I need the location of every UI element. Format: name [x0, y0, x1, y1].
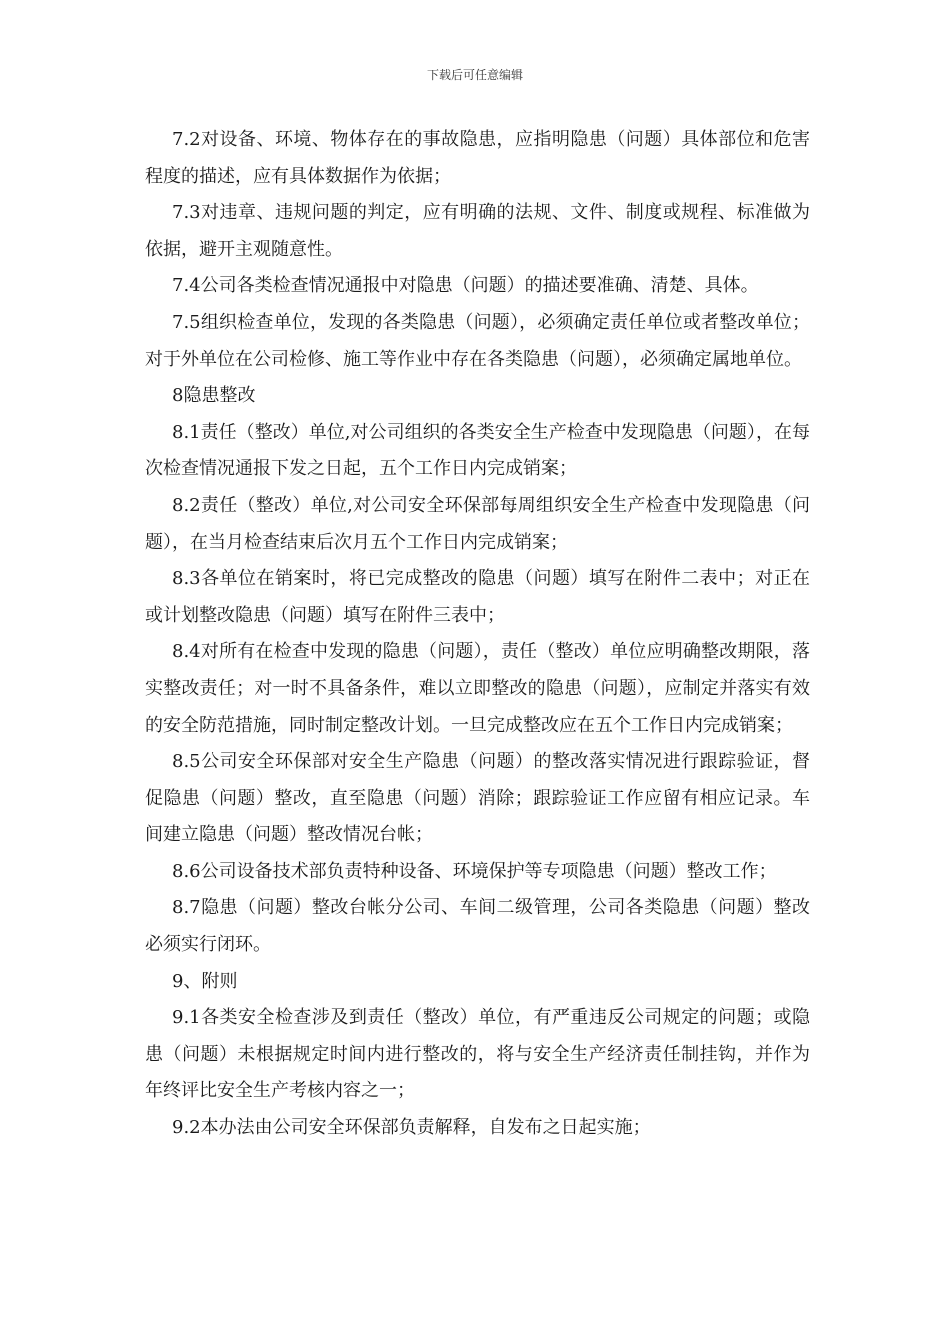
- section-heading-8: 8隐患整改: [172, 385, 256, 407]
- paragraph-7-2: 7.2对设备、环境、物体存在的事故隐患，应指明隐患（问题）具体部位和危害程度的描述，应有具体数据作为依据；: [145, 129, 810, 187]
- header-note: 下载后可任意编辑: [426, 68, 523, 82]
- paragraph-7-3: 7.3对违章、违规问题的判定，应有明确的法规、文件、制度或规程、标准做为依据，避开主观随意性。: [145, 202, 810, 260]
- paragraph-8-1: 8.1责任（整改）单位,对公司组织的各类安全生产检查中发现隐患（问题），在每次检查情况通报下发之日起，五个工作日内完成销案；: [145, 421, 810, 480]
- paragraph-8-3: 8.3各单位在销案时，将已完成整改的隐患（问题）填写在附件二表中；对正在或计划整改隐患（问题）填写在附件三表中；: [145, 568, 810, 626]
- paragraph-8-7: 8.7隐患（问题）整改台帐分公司、车间二级管理，公司各类隐患（问题）整改必须实行闭环。: [145, 897, 810, 956]
- paragraph-8-6: 8.6公司设备技术部负责特种设备、环境保护等专项隐患（问题）整改工作；: [172, 860, 777, 882]
- paragraph-8-4: 8.4对所有在检查中发现的隐患（问题），责任（整改）单位应明确整改期限，落实整改责任；对一时不具备条件，难以立即整改的隐患（问题），应制定并落实有效的安全防范措施，同时制定整改计划。一旦完成整改应在五个工作日内完成销案；: [145, 641, 810, 736]
- paragraph-8-2: 8.2责任（整改）单位,对公司安全环保部每周组织安全生产检查中发现隐患（问题），在当月检查结束后次月五个工作日内完成销案；: [145, 494, 810, 553]
- paragraph-9-2: 9.2本办法由公司安全环保部负责解释，自发布之日起实施；: [172, 1117, 651, 1139]
- section-heading-9: 9、附则: [172, 970, 238, 992]
- paragraph-8-5: 8.5公司安全环保部对安全生产隐患（问题）的整改落实情况进行跟踪验证，督促隐患（问题）整改，直至隐患（问题）消除；跟踪验证工作应留有相应记录。车间建立隐患（问题）整改情况台帐；: [145, 751, 810, 846]
- paragraph-7-5: 7.5组织检查单位，发现的各类隐患（问题），必须确定责任单位或者整改单位；对于外单位在公司检修、施工等作业中存在各类隐患（问题），必须确定属地单位。: [145, 311, 810, 370]
- document-body: [145, 122, 810, 1147]
- paragraph-7-4: 7.4公司各类检查情况通报中对隐患（问题）的描述要准确、清楚、具体。: [172, 275, 759, 297]
- paragraph-9-1: 9.1各类安全检查涉及到责任（整改）单位，有严重违反公司规定的问题；或隐患（问题）未根据规定时间内进行整改的，将与安全生产经济责任制挂钩，并作为年终评比安全生产考核内容之一；: [145, 1007, 810, 1102]
